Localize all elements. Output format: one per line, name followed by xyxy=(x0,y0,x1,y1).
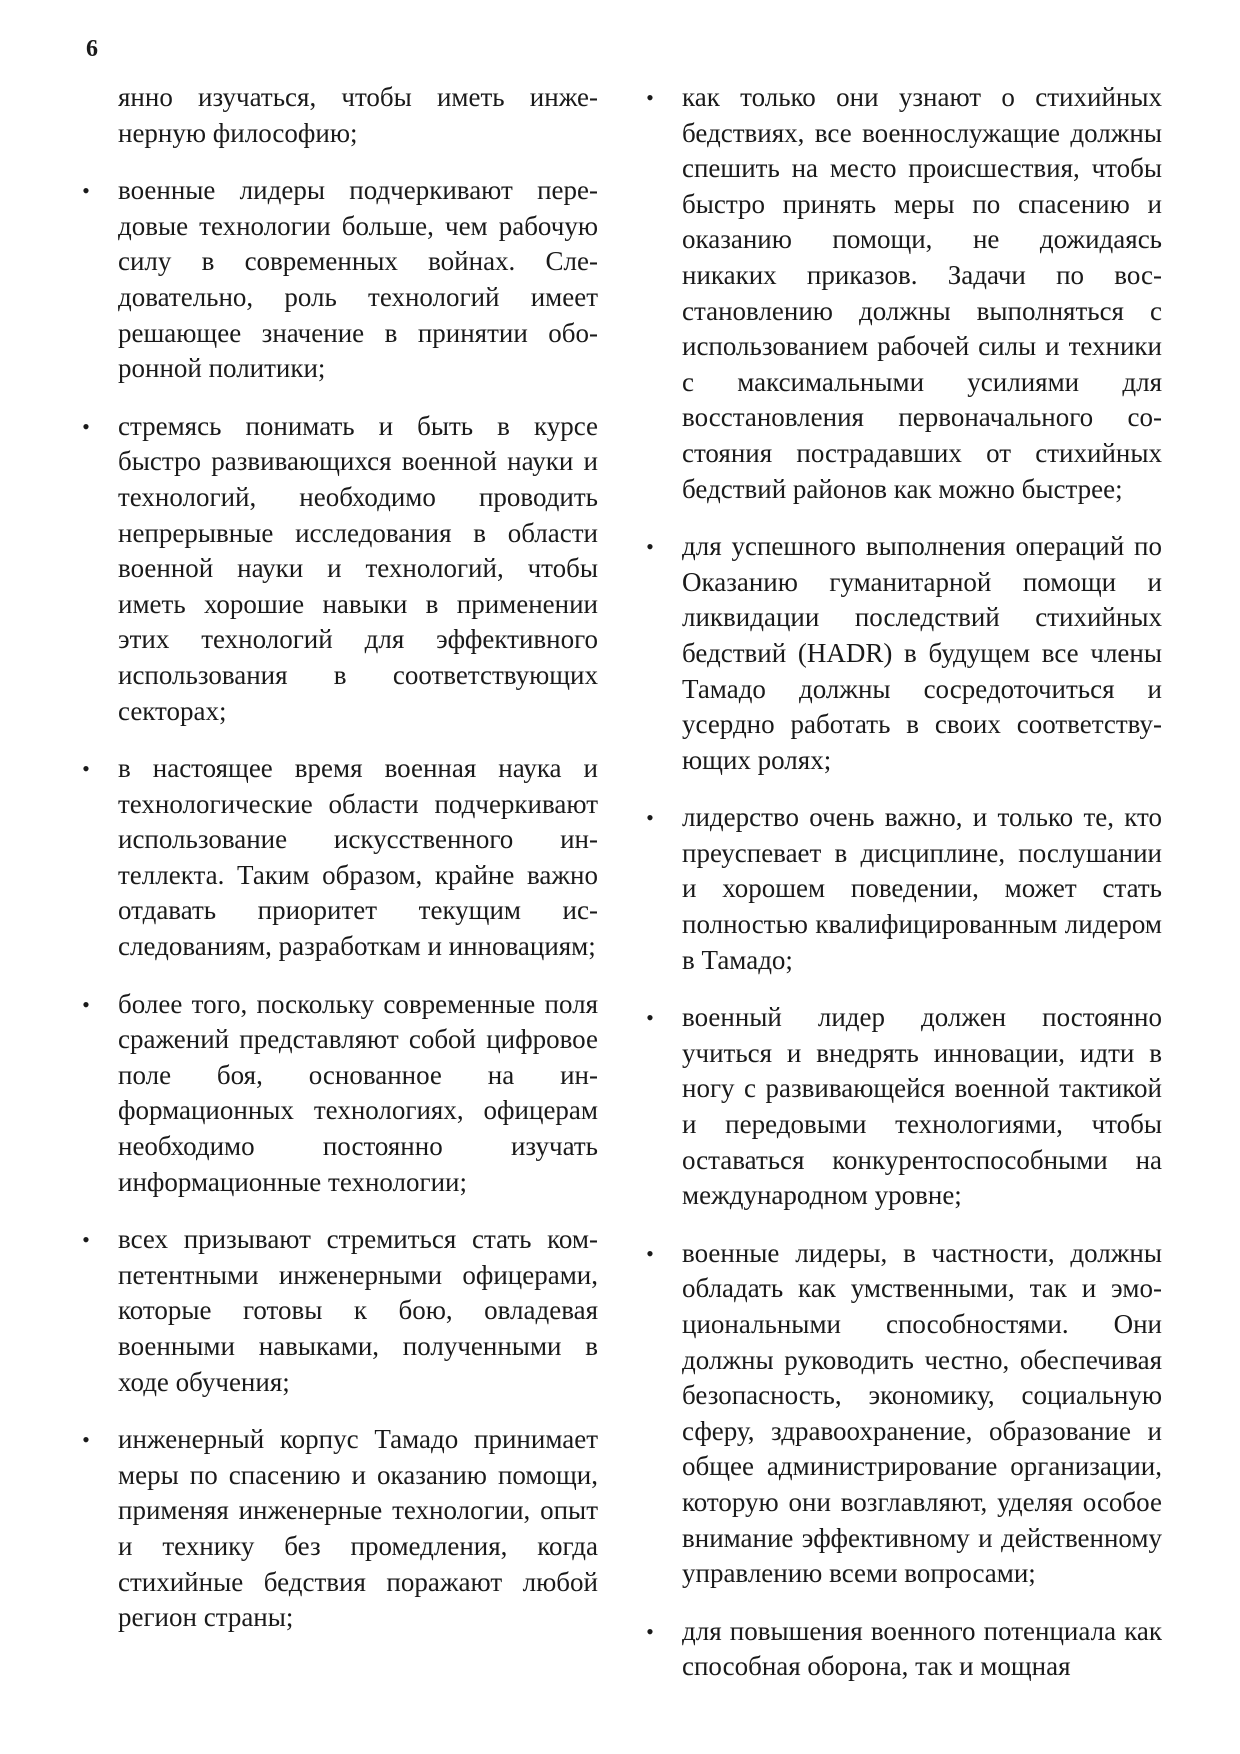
bullet-icon: • xyxy=(646,805,654,831)
right-column xyxy=(646,80,1162,1707)
list-item-text: более того, поскольку современные поля сражений представляют собой цифровое поле боя, основанное на информационных технологиях, офицерам необходимо постоянно изучать информационные технологии; xyxy=(118,988,598,1197)
bullet-icon: • xyxy=(82,991,90,1017)
bullet-icon: • xyxy=(82,1227,90,1253)
continuation-paragraph: янно изучаться, чтобы иметь инженерную философию; xyxy=(118,82,598,148)
bullet-icon: • xyxy=(646,1240,654,1266)
list-item xyxy=(646,800,1162,978)
list-item-text: военные лидеры подчеркивают передовые технологии больше, чем рабочую силу в современных войнах. Следовательно, роль технологий имеет решающее значение в принятии оборонной политики; xyxy=(118,175,598,384)
list-item xyxy=(82,409,598,729)
list-item xyxy=(82,1222,598,1400)
list-item-text: как только они узнают о стихийных бедствиях, все военнослужащие должны спешить на место происшествия, чтобы быстро принять меры по спасению и оказанию помощи, не дожидаясь никаких приказов. Задачи по восстановлению должны выполняться с использованием рабочей силы и техники с максимальными усилиями для восстановления первоначального состояния пострадавших от стихийных бедствий районов как можно быстрее; xyxy=(682,82,1162,504)
list-item-text: военный лидер должен постоянно учиться и внедрять инновации, идти в ногу с развивающейся военной тактикой и передовыми технологиями, чтобы оставаться конкурентоспособными на международном уровне; xyxy=(682,1002,1162,1211)
list-item xyxy=(82,173,598,387)
list-item-text: инженерный корпус Тамадо принимает меры по спасению и оказанию помощи, применяя инженерные технологии, опыт и технику без промедления, когда стихийные бедствия поражают любой регион страны; xyxy=(118,1424,598,1633)
list-item-text: для повышения военного потенциала как способная оборона, так и мощная xyxy=(682,1615,1162,1682)
bullet-icon: • xyxy=(646,85,654,110)
list-item xyxy=(646,80,1162,507)
bullet-icon: • xyxy=(82,756,90,782)
bullet-icon: • xyxy=(82,413,90,439)
list-item-text: военные лидеры, в частности, должны обладать как умственными, так и эмоциональными способностями. Они должны руководить честно, обеспечивая безопасность, экономику, социальную сферу, здравоохранение, образование и общее администрирование организации, которую они возглавляют, уделяя особое внимание эффективному и действенному управлению всеми вопросами; xyxy=(682,1237,1162,1589)
list-item xyxy=(646,1236,1162,1592)
list-item xyxy=(646,529,1162,778)
list-item xyxy=(646,1000,1162,1214)
bullet-icon: • xyxy=(646,1005,654,1031)
list-item-text: лидерство очень важно, и только те, кто преуспевает в дисциплине, послушании и хорошем поведении, может стать полностью квалифицированным лидером в Тамадо; xyxy=(682,802,1162,975)
list-item-text: стремясь понимать и быть в курсе быстро развивающихся военной науки и технологий, необходимо проводить непрерывные исследования в области военной науки и технологий, чтобы иметь хорошие навыки в применении этих технологий для эффективного использования в соответствующих секторах; xyxy=(118,410,598,726)
bullet-icon: • xyxy=(646,1618,654,1644)
list-item-text: для успешного выполнения операций по Оказанию гуманитарной помощи и ликвидации последствий стихийных бедствий (HADR) в будущем все члены Тамадо должны сосредоточиться и усердно работать в своих соответствующих ролях; xyxy=(682,531,1162,775)
page-number: 6 xyxy=(86,36,98,62)
bullet-icon: • xyxy=(82,178,90,204)
list-item xyxy=(82,987,598,1201)
bullet-icon: • xyxy=(82,1427,90,1453)
bullet-icon: • xyxy=(646,534,654,560)
left-column xyxy=(82,80,598,1658)
list-item-text: в настоящее время военная наука и технологические области подчеркивают использование искусственного интеллекта. Таким образом, крайне важно отдавать приоритет текущим исследованиям, разработкам и инновациям; xyxy=(118,753,598,962)
list-item-text: всех призывают стремиться стать компетентными инженерными офицерами, которые готовы к бою, овладевая военными навыками, полученными в ходе обучения; xyxy=(118,1224,598,1397)
list-item xyxy=(82,1422,598,1636)
list-item xyxy=(646,1614,1162,1685)
list-item xyxy=(82,751,598,965)
